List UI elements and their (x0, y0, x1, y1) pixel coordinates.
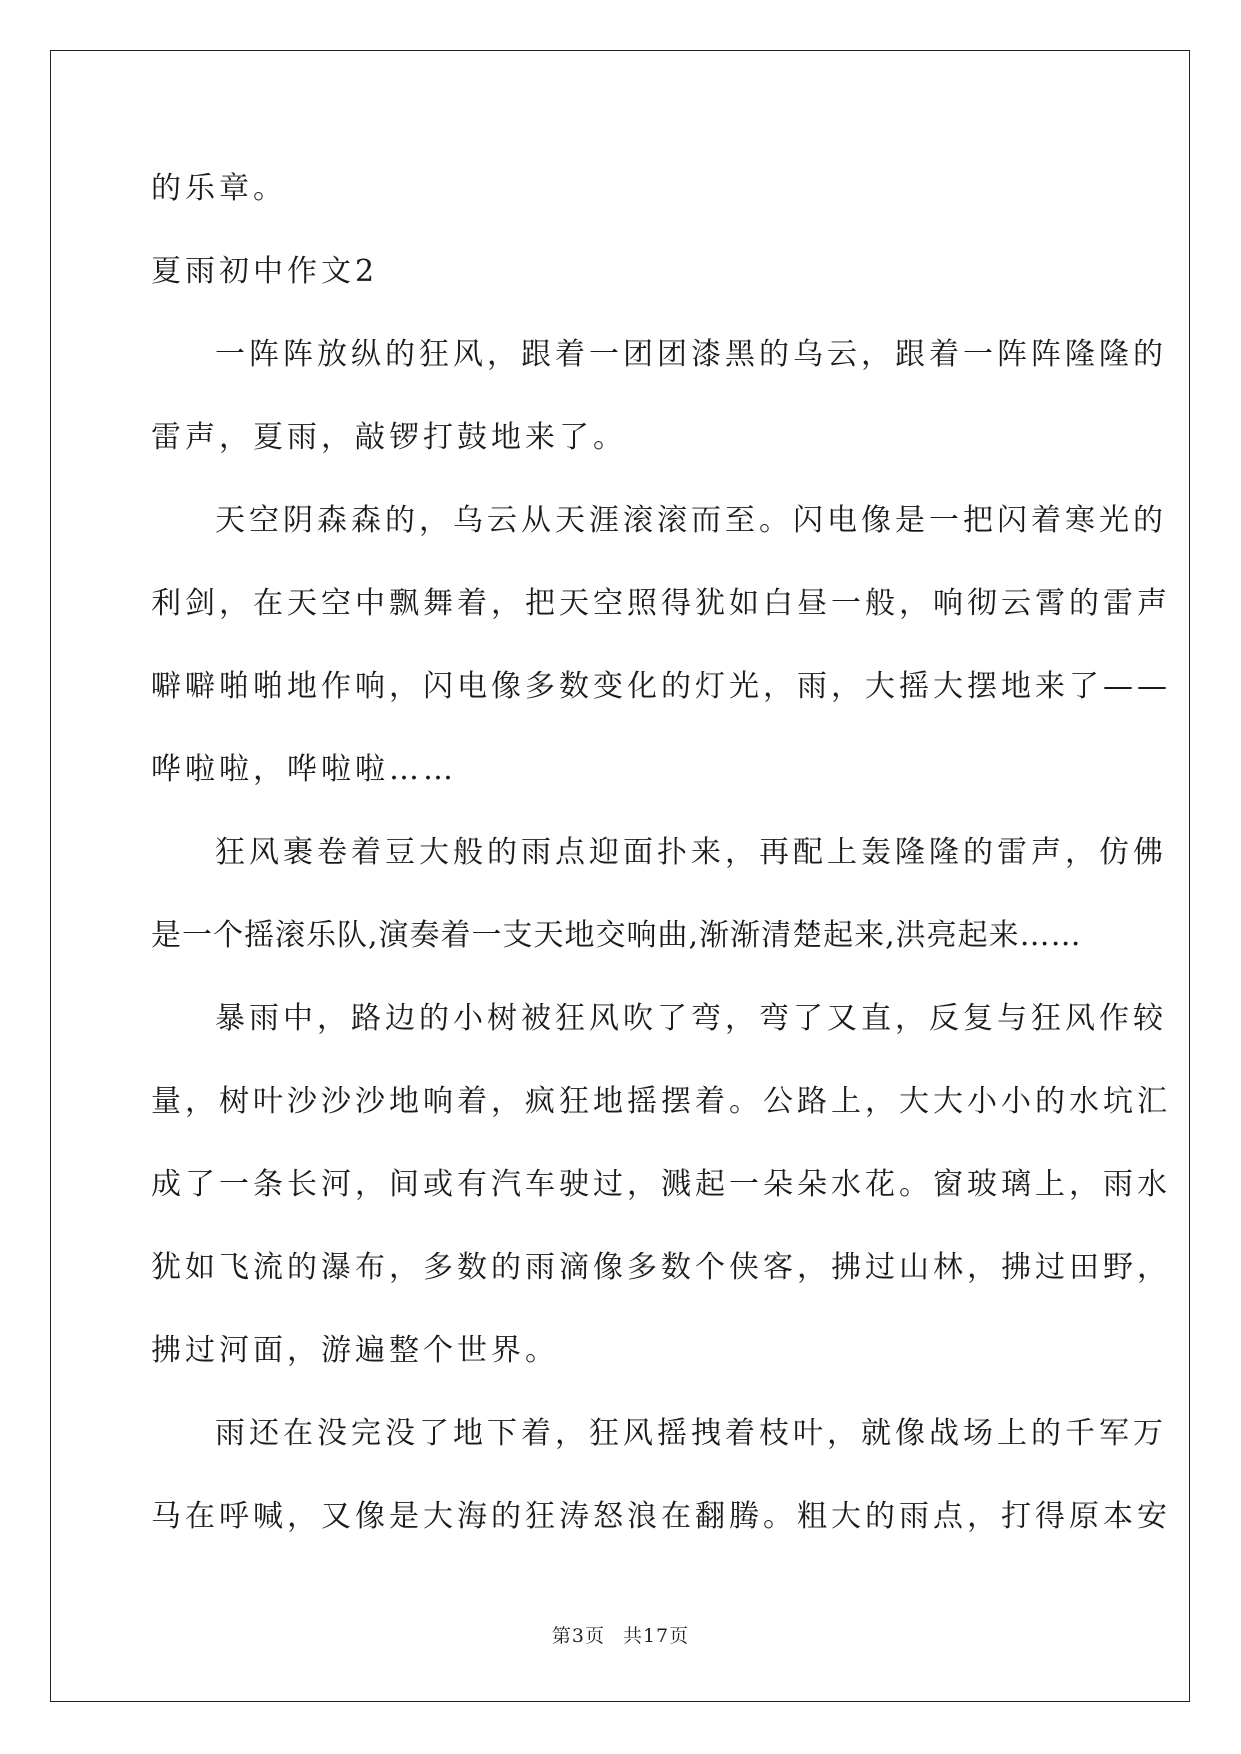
text-line: 利剑，在天空中飘舞着，把天空照得犹如白昼一般，响彻云霄的雷声 (151, 586, 1171, 621)
text-line: 犹如飞流的瀑布，多数的雨滴像多数个侠客，拂过山林，拂过田野， (151, 1250, 1171, 1285)
text-line: 天空阴森森的，乌云从天涯滚滚而至。闪电像是一把闪着寒光的 (215, 503, 1167, 538)
text-line: 雨还在没完没了地下着，狂风摇拽着枝叶，就像战场上的千军万 (215, 1416, 1167, 1451)
text-line: 一阵阵放纵的狂风，跟着一团团漆黑的乌云，跟着一阵阵隆隆的 (215, 337, 1167, 372)
section-title: 夏雨初中作文2 (151, 254, 379, 289)
text-line: 哗啦啦，哗啦啦…… (151, 752, 457, 787)
text-line: 狂风裹卷着豆大般的雨点迎面扑来，再配上轰隆隆的雷声，仿佛 (215, 835, 1167, 870)
text-line: 暴雨中，路边的小树被狂风吹了弯，弯了又直，反复与狂风作较 (215, 1001, 1167, 1036)
text-line: 噼噼啪啪地作响，闪电像多数变化的灯光，雨，大摇大摆地来了—— (151, 669, 1171, 704)
text-line: 量，树叶沙沙沙地响着，疯狂地摇摆着。公路上，大大小小的水坑汇 (151, 1084, 1171, 1119)
text-line: 的乐章。 (151, 171, 287, 206)
document-body (151, 160, 1171, 1571)
page-footer (0, 1621, 1241, 1648)
text-line: 马在呼喊，又像是大海的狂涛怒浪在翻腾。粗大的雨点，打得原本安 (151, 1499, 1171, 1534)
text-line: 是一个摇滚乐队,演奏着一支天地交响曲,渐渐清楚起来,洪亮起来…… (151, 918, 1082, 953)
page-total: 共17页 (622, 1625, 690, 1647)
text-line: 拂过河面，游遍整个世界。 (151, 1333, 559, 1368)
page-number: 第3页 (551, 1625, 605, 1647)
text-line: 成了一条长河，间或有汽车驶过，溅起一朵朵水花。窗玻璃上，雨水 (151, 1167, 1171, 1202)
text-line: 雷声，夏雨，敲锣打鼓地来了。 (151, 420, 627, 455)
